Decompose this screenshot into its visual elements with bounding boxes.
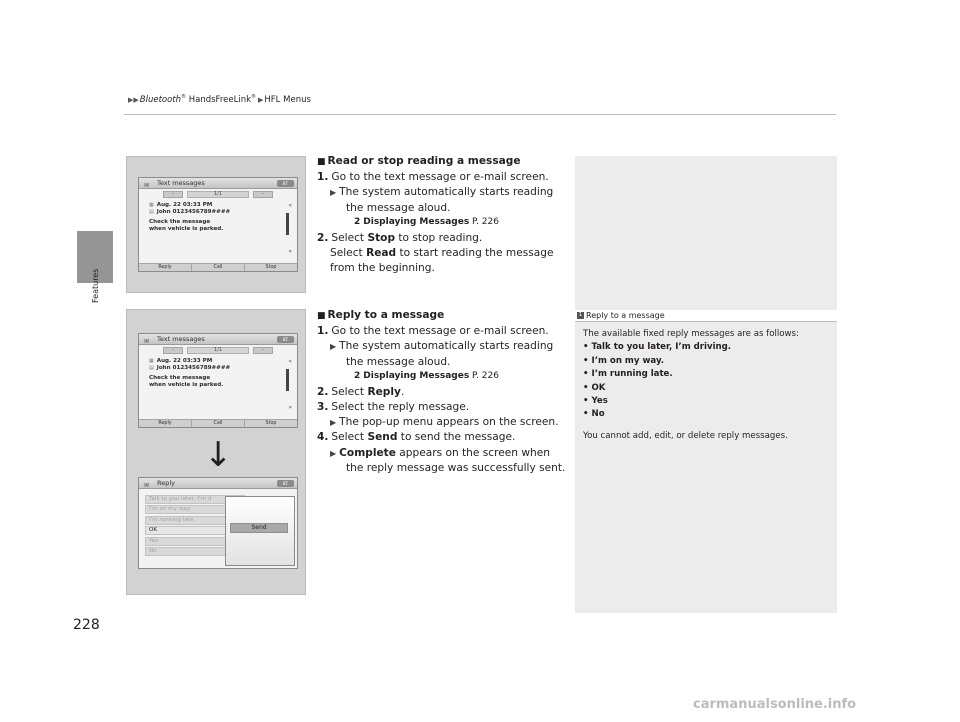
chapter-label: Features bbox=[91, 268, 100, 303]
reply-screen bbox=[138, 477, 298, 569]
page-number: 228 bbox=[73, 617, 100, 633]
page-indicator: 1/1 bbox=[187, 347, 249, 354]
step-4-result: ▶ Complete appears on the screen when bbox=[330, 446, 550, 459]
result-arrow-icon: ▶ bbox=[330, 448, 337, 458]
scrollbar[interactable] bbox=[286, 369, 289, 391]
page-indicator: 1/1 bbox=[187, 191, 249, 198]
prev-button[interactable]: – bbox=[163, 191, 183, 198]
reply-button[interactable]: Reply bbox=[139, 264, 192, 271]
step-1-result-cont: the message aloud. bbox=[346, 201, 451, 214]
section-reply bbox=[317, 308, 569, 476]
message-body-line: when vehicle is parked. bbox=[149, 225, 224, 232]
section-read-stop bbox=[317, 154, 569, 276]
note-list-item: • Talk to you later, I’m driving. bbox=[583, 342, 732, 353]
reply-option[interactable]: Talk to you later, I'm d bbox=[145, 495, 245, 504]
note-column bbox=[575, 156, 837, 613]
reg-mark: ® bbox=[251, 94, 257, 100]
down-arrow-icon: ↓ bbox=[204, 435, 233, 475]
note-intro: The available fixed reply messages are as follows: bbox=[583, 329, 799, 339]
breadcrumb-bluetooth: Bluetooth bbox=[139, 94, 182, 105]
reply-option-selected[interactable]: OK bbox=[145, 526, 245, 535]
step-1-result: ▶ The system automatically starts reading bbox=[330, 186, 554, 199]
step-1: 1. Go to the text message or e-mail screen. bbox=[317, 171, 549, 184]
message-nav bbox=[163, 191, 273, 198]
heading-square-icon: ■ bbox=[317, 157, 326, 167]
call-button[interactable]: Call bbox=[192, 420, 245, 427]
screen-button-bar bbox=[139, 263, 297, 271]
note-list-item: • Yes bbox=[583, 396, 608, 407]
breadcrumb-arrow-icon: ▶▶ bbox=[128, 95, 139, 104]
next-button[interactable]: – bbox=[253, 347, 273, 354]
xref-arrow-icon: 2 bbox=[354, 370, 361, 381]
step-2: 2. Select Reply. bbox=[317, 385, 405, 398]
step-1-result: ▶ The system automatically starts reading bbox=[330, 340, 554, 353]
illustration-reply-message bbox=[126, 309, 306, 595]
cross-reference[interactable]: 2 Displaying Messages P. 226 bbox=[354, 370, 499, 381]
message-sender: John 0123456789#### bbox=[156, 364, 231, 371]
note-title: Reply to a message bbox=[586, 311, 665, 320]
date-icon: ▦ bbox=[149, 202, 154, 208]
note-list-item: • No bbox=[583, 409, 605, 420]
breadcrumb bbox=[128, 94, 311, 105]
scroll-down-icon[interactable]: » bbox=[288, 248, 292, 255]
send-button[interactable]: Send bbox=[230, 523, 288, 533]
note-number-icon: 1 bbox=[578, 312, 583, 318]
message-body-line: Check the message bbox=[149, 219, 211, 225]
reply-option[interactable]: I'm running late. bbox=[145, 516, 245, 525]
step-2-cont2: from the beginning. bbox=[330, 262, 435, 275]
screen-title-bar bbox=[139, 478, 297, 489]
date-icon: ▦ bbox=[149, 358, 154, 364]
message-nav bbox=[163, 347, 273, 354]
note-footer: You cannot add, edit, or delete reply messages. bbox=[583, 430, 788, 441]
message-date: Aug. 22 03:33 PM bbox=[156, 358, 213, 364]
note-list-item: • I’m running late. bbox=[583, 369, 673, 380]
note-divider bbox=[575, 321, 837, 322]
scrollbar[interactable] bbox=[286, 213, 289, 235]
phone-icon: ✉ bbox=[144, 482, 150, 489]
watermark: carmanualsonline.info bbox=[693, 697, 857, 712]
header-divider bbox=[124, 114, 836, 115]
step-3-result: ▶ The pop-up menu appears on the screen. bbox=[330, 416, 559, 429]
reply-option[interactable]: No bbox=[145, 547, 245, 556]
screen-title-bar bbox=[139, 334, 297, 345]
screen-title-bar bbox=[139, 178, 297, 189]
send-popup bbox=[225, 496, 295, 566]
breadcrumb-handsfreelink: HandsFreeLink bbox=[186, 94, 252, 105]
message-sender: John 0123456789#### bbox=[156, 208, 231, 215]
screen-title: Text messages bbox=[157, 179, 205, 187]
stop-button[interactable]: Stop bbox=[265, 421, 277, 426]
screen-title: Text messages bbox=[157, 335, 205, 343]
step-3: 3. Select the reply message. bbox=[317, 401, 470, 414]
phone-icon: ✉ bbox=[144, 338, 150, 345]
result-arrow-icon: ▶ bbox=[330, 188, 337, 198]
message-body-line: Check the message bbox=[149, 375, 211, 381]
bluetooth-status-icon: BT bbox=[277, 336, 294, 343]
next-button[interactable]: – bbox=[253, 191, 273, 198]
cross-reference[interactable]: 2 Displaying Messages P. 226 bbox=[354, 216, 499, 227]
screen-title: Reply bbox=[157, 479, 176, 487]
result-arrow-icon: ▶ bbox=[330, 418, 337, 428]
section-heading: ■ Reply to a message bbox=[317, 309, 445, 321]
stop-button[interactable]: Stop bbox=[265, 265, 277, 270]
call-button[interactable]: Call bbox=[192, 264, 245, 271]
screen-button-bar bbox=[139, 419, 297, 427]
message-content bbox=[149, 358, 230, 388]
note-list-item: • I’m on my way. bbox=[583, 355, 665, 366]
heading-square-icon: ■ bbox=[317, 311, 326, 321]
section-heading: ■ Read or stop reading a message bbox=[317, 155, 521, 167]
bluetooth-status-icon: BT bbox=[277, 480, 294, 487]
xref-arrow-icon: 2 bbox=[354, 216, 361, 227]
phone-icon: ✉ bbox=[144, 182, 150, 189]
message-date: Aug. 22 03:33 PM bbox=[156, 202, 213, 208]
illustration-read-message bbox=[126, 156, 306, 293]
sender-icon: ▤ bbox=[149, 208, 154, 215]
note-list-item: • OK bbox=[583, 382, 606, 393]
message-content bbox=[149, 202, 230, 232]
step-2: 2. Select Stop to stop reading. bbox=[317, 231, 483, 244]
message-body-line: when vehicle is parked. bbox=[149, 381, 224, 388]
scroll-up-icon[interactable]: « bbox=[288, 358, 292, 365]
note-heading bbox=[575, 310, 837, 321]
step-2-cont: Select Read to start reading the message bbox=[330, 247, 554, 260]
step-1-result-cont: the message aloud. bbox=[346, 355, 451, 368]
bluetooth-status-icon: BT bbox=[277, 180, 294, 187]
step-1: 1. Go to the text message or e-mail screen. bbox=[317, 325, 549, 338]
note-body bbox=[583, 328, 833, 443]
breadcrumb-section: HFL Menus bbox=[264, 94, 311, 105]
step-4: 4. Select Send to send the message. bbox=[317, 431, 516, 444]
reply-option[interactable]: Yes bbox=[145, 537, 245, 546]
result-arrow-icon: ▶ bbox=[330, 342, 337, 352]
prev-button[interactable]: – bbox=[163, 347, 183, 354]
breadcrumb-arrow-icon: ▶ bbox=[258, 95, 264, 104]
scroll-up-icon[interactable]: « bbox=[288, 202, 292, 209]
text-messages-screen bbox=[138, 177, 298, 272]
sender-icon: ▤ bbox=[149, 364, 154, 371]
reply-option[interactable]: I'm on my way. bbox=[145, 505, 245, 514]
scroll-down-icon[interactable]: » bbox=[288, 404, 292, 411]
step-4-result-cont: the reply message was successfully sent. bbox=[346, 461, 566, 474]
text-messages-screen bbox=[138, 333, 298, 428]
reg-mark: ® bbox=[181, 94, 187, 100]
reply-button[interactable]: Reply bbox=[139, 420, 192, 427]
